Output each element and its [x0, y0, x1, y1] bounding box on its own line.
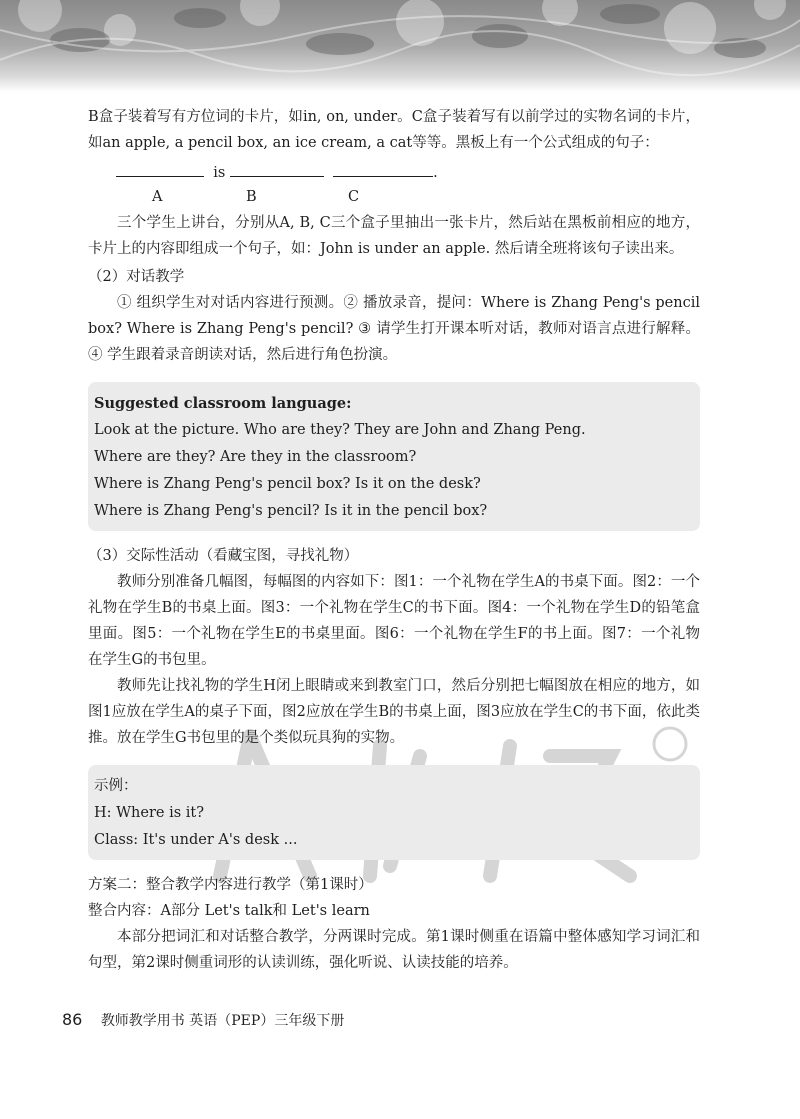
formula-is: is: [213, 165, 226, 181]
label-c: C: [348, 189, 360, 205]
paragraph-pictures: 教师分别准备几幅图，每幅图的内容如下：图1：一个礼物在学生A的书桌下面。图2：一个礼物在学生B的书桌上面。图3：一个礼物在学生C的书下面。图4：一个礼物在学生D的铅笔盒里面。图5：一个礼物在学生E的书桌里面。图6：一个礼物在学生F的书上面。图7：一个礼物在学生G的书包里。: [88, 574, 700, 668]
book-title: 教师教学用书 英语（PEP）三年级下册: [100, 1013, 345, 1029]
box-line: Where is Zhang Peng's pencil? Is it in the pencil box?: [94, 503, 488, 519]
page-content: [88, 104, 700, 976]
box-title: Suggested classroom language:: [94, 395, 352, 412]
label-b: B: [246, 189, 257, 205]
blank-b: [230, 160, 324, 177]
box-line: H: Where is it?: [94, 805, 205, 821]
box-line: Where is Zhang Peng's pencil box? Is it on the desk?: [94, 476, 481, 492]
box-line: Where are they? Are they in the classroom?: [94, 449, 417, 465]
floral-decoration-icon: [0, 0, 800, 92]
paragraph-card-description: B盒子装着写有方位词的卡片，如in, on, under。C盒子装着写有以前学过的实物名词的卡片，如an apple, a pencil box, an ice cream, a cat等等。黑板上有一个公式组成的句子：: [88, 109, 700, 151]
page-number: 86: [62, 1010, 83, 1029]
paragraph-procedure: 教师先让找礼物的学生H闭上眼睛或来到教室门口，然后分别把七幅图放在相应的地方，如图1应放在学生A的桌子下面，图2应放在学生B的书桌上面，图3应放在学生C的书下面，依此类推。放在学生G书包里的是个类似玩具狗的实物。: [88, 678, 700, 746]
heading-communicative-activity: （3）交际性活动（看藏宝图，寻找礼物）: [88, 548, 359, 564]
box-line: Class: It's under A's desk ...: [94, 832, 298, 848]
paragraph-dialogue-steps: ① 组织学生对对话内容进行预测。② 播放录音，提问：Where is Zhang Peng's pencil box? Where is Zhang Peng's pencil? ③ 请学生打开课本听对话，教师对语言点进行解释。④ 学生跟着录音朗读对话，然后进行角色扮演。: [88, 295, 700, 363]
formula-period: .: [433, 165, 438, 181]
heading-plan-two: 方案二：整合教学内容进行教学（第1课时）: [88, 877, 373, 893]
blank-c: [333, 160, 433, 177]
label-a: A: [152, 189, 163, 205]
blank-a: [116, 160, 204, 177]
paragraph-students-cards: 三个学生上讲台，分别从A, B, C三个盒子里抽出一张卡片，然后站在黑板前相应的地方，卡片上的内容即组成一个句子，如：John is under an apple. 然后请全班将该句子读出来。: [88, 215, 700, 257]
heading-dialogue-teaching: （2）对话教学: [88, 269, 185, 285]
header-banner: [0, 0, 800, 92]
example-box: [88, 765, 700, 860]
formula-labels: [88, 184, 700, 210]
suggested-language-box: [88, 382, 700, 531]
sentence-formula: [88, 160, 700, 184]
box-title: 示例：: [94, 778, 138, 794]
heading-integrated-content: 整合内容：A部分 Let's talk和 Let's learn: [88, 903, 370, 919]
paragraph-lesson-split: 本部分把词汇和对话整合教学，分两课时完成。第1课时侧重在语篇中整体感知学习词汇和句型，第2课时侧重词形的认读训练，强化听说、认读技能的培养。: [88, 929, 700, 971]
box-line: Look at the picture. Who are they? They are John and Zhang Peng.: [94, 422, 586, 438]
page-footer: [62, 1010, 344, 1031]
